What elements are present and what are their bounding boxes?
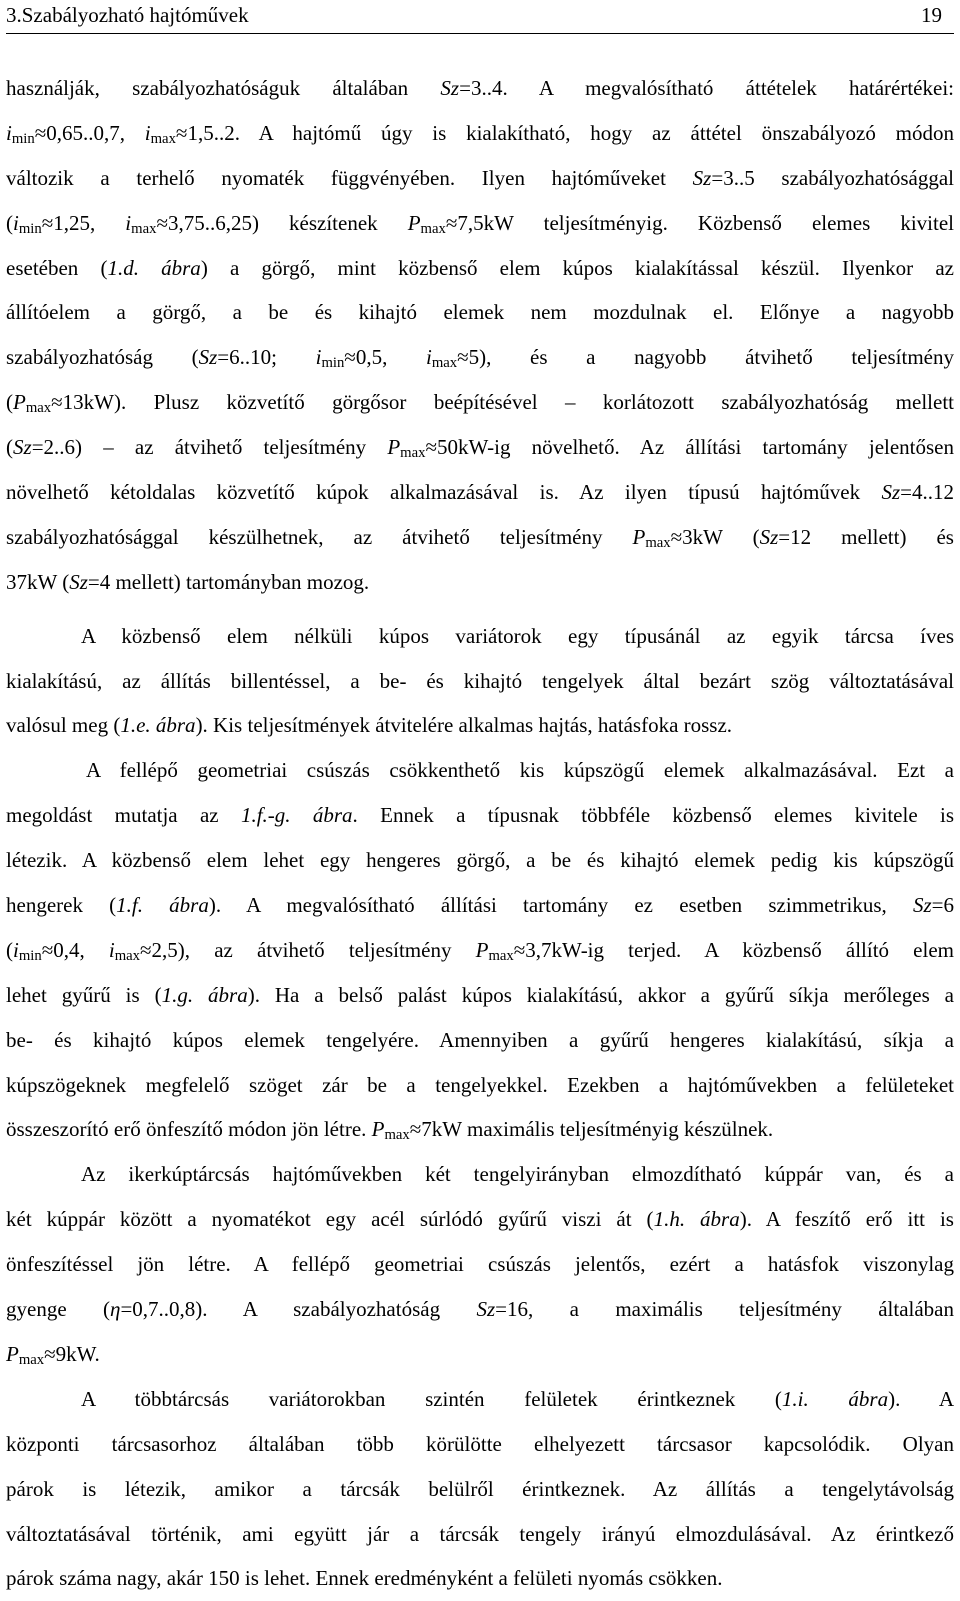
text-run: ≈5), és a nagyobb átvihető teljesítmény xyxy=(457,345,954,370)
italic-run: P xyxy=(371,1117,385,1142)
text-run: A többtárcsás variátorokban szintén felületek érintkeznek ( xyxy=(81,1386,782,1411)
italic-run: Sz xyxy=(476,1297,496,1322)
text-run: ≈7,5kW teljesítményig. Közbenső elemes kivitel xyxy=(445,210,954,235)
italic-run: i xyxy=(13,210,19,235)
text-run: ). A xyxy=(888,1386,954,1411)
text-run: szabályozhatósággal készülhetnek, az átvihető teljesítmény xyxy=(6,524,633,549)
subscript: max xyxy=(18,1351,45,1368)
text-run: használják, szabályozhatóságuk általában xyxy=(6,76,441,100)
text-run: állítóelem a görgő, a be és kihajtó elemek nem mozdulnak el. Előnye a nagyobb xyxy=(6,300,954,325)
paragraph-gap xyxy=(6,605,954,614)
italic-run: η xyxy=(110,1297,121,1322)
text-line xyxy=(6,1197,954,1242)
text-line xyxy=(6,66,954,111)
text-run: ). Ha a belső palást kúpos kialakítású, akkor a gyűrű síkja merőleges a xyxy=(247,982,954,1007)
italic-run: 1.e. ábra xyxy=(120,713,196,738)
italic-run: Sz xyxy=(912,893,932,918)
italic-run: 1.f.-g. ábra xyxy=(240,803,353,828)
text-line xyxy=(6,1287,954,1332)
text-line xyxy=(6,838,954,883)
text-line xyxy=(6,928,954,973)
italic-run: 1.d. ábra xyxy=(107,255,201,280)
text-run: gyenge ( xyxy=(6,1297,111,1322)
text-line xyxy=(6,659,954,704)
text-line xyxy=(6,515,954,560)
text-run: =4 mellett) tartományban mozog. xyxy=(87,569,370,594)
subscript: max xyxy=(131,220,157,237)
text-line xyxy=(6,111,954,156)
text-run: növelhető kétoldalas közvetítő kúpok alkalmazásával is. Az ilyen típusú hajtóművek xyxy=(6,480,882,505)
text-run: ≈9kW. xyxy=(44,1341,100,1366)
text-run: megoldást mutatja az xyxy=(6,803,241,828)
text-line xyxy=(6,973,954,1018)
text-line xyxy=(6,425,954,470)
text-line xyxy=(6,470,954,515)
text-run: =3..4. A megvalósítható áttételek határértékei: xyxy=(459,76,954,100)
italic-run: i xyxy=(13,937,19,962)
text-run: ≈50kW-ig növelhető. Az állítási tartomány jelentősen xyxy=(425,435,954,460)
italic-run: Sz xyxy=(198,345,218,370)
subscript: max xyxy=(25,400,52,417)
text-line xyxy=(6,793,954,838)
subscript: max xyxy=(488,947,514,964)
italic-run: Sz xyxy=(13,435,32,460)
subscript: max xyxy=(645,534,671,551)
italic-run: Sz xyxy=(692,165,712,190)
italic-run: P xyxy=(387,435,401,460)
text-run: párok száma nagy, akár 150 is lehet. Ennek eredményként a felületi nyomás csökken. xyxy=(6,1566,723,1591)
subscript: min xyxy=(18,220,42,237)
text-line xyxy=(6,1377,954,1422)
italic-run: i xyxy=(144,120,151,145)
text-run: A közbenső elem nélküli kúpos variátorok egy típusánál az egyik tárcsa íves xyxy=(81,623,954,648)
text-run: ). A megvalósítható állítási tartomány ez esetben szimmetrikus, xyxy=(208,893,913,918)
text-run: ≈3kW ( xyxy=(670,524,760,549)
text-run: ). Kis teljesítmények átvitelére alkalmas hajtás, hatásfoka rossz. xyxy=(195,713,733,738)
italic-run: i xyxy=(125,210,132,235)
text-line xyxy=(6,703,954,748)
subscript: max xyxy=(420,220,446,237)
text-line xyxy=(6,614,954,659)
italic-run: P xyxy=(632,524,646,549)
text-line xyxy=(6,1063,954,1108)
italic-run: 1.i. ábra xyxy=(781,1386,889,1411)
italic-run: P xyxy=(13,390,26,415)
italic-run: Sz xyxy=(759,524,779,549)
page-number: 19 xyxy=(921,3,942,27)
subscript: max xyxy=(114,947,141,964)
header-rule xyxy=(6,33,954,34)
text-run: ≈3,7kW-ig terjed. A közbenső állító elem xyxy=(513,937,954,962)
text-line xyxy=(6,883,954,928)
text-run: ≈1,5..2. A hajtómű úgy is kialakítható, hogy az áttétel önszabályozó módon xyxy=(175,120,955,145)
page-header xyxy=(6,2,954,28)
italic-run: Sz xyxy=(440,76,460,100)
text-run: szabályozhatóság ( xyxy=(6,345,199,370)
text-run: párok is létezik, amikor a tárcsák belülről érintkeznek. Az állítás a tengelytávolság xyxy=(6,1476,954,1501)
text-line xyxy=(6,748,954,793)
text-line xyxy=(6,1332,954,1377)
text-run: létezik. A közbenső elem lehet egy hengeres görgő, a be és kihajtó elemek pedig kis kúpszögű xyxy=(6,848,954,873)
text-run: két kúppár között a nyomatékot egy acél súrlódó gyűrű viszi át ( xyxy=(6,1207,654,1232)
text-line xyxy=(6,156,954,201)
text-line xyxy=(6,560,954,605)
text-line xyxy=(6,335,954,380)
text-run: =4..12 xyxy=(900,480,954,505)
text-line xyxy=(6,1152,954,1197)
text-run: ≈7kW maximális teljesítményig készülnek. xyxy=(409,1117,774,1142)
text-line xyxy=(6,1512,954,1557)
text-run: ≈0,4, xyxy=(41,937,109,962)
text-run: . Ennek a típusnak többféle közbenső elemes kivitele is xyxy=(352,803,955,828)
text-run: =0,7..0,8). A szabályozhatóság xyxy=(120,1297,477,1322)
italic-run: P xyxy=(475,937,489,962)
text-run: ≈0,65..0,7, xyxy=(34,120,145,145)
text-run: ≈1,25, xyxy=(41,210,126,235)
text-run: =2..6) – az átvihető teljesítmény xyxy=(31,435,388,460)
text-run: =6 xyxy=(931,893,954,918)
text-run: =6..10; xyxy=(217,345,316,370)
italic-run: Sz xyxy=(881,480,901,505)
text-line xyxy=(6,1107,954,1152)
text-run: valósul meg ( xyxy=(6,713,121,738)
text-run: központi tárcsasorhoz általában több körülötte elhelyezett tárcsasor kapcsolódik. Olyan xyxy=(6,1431,954,1456)
text-run: 37kW ( xyxy=(6,569,70,594)
italic-run: i xyxy=(6,120,12,145)
italic-run: i xyxy=(108,937,115,962)
text-run: ≈3,75..6,25) készítenek xyxy=(156,210,408,235)
text-run: ) a görgő, mint közbenső elem kúpos kialakítással készül. Ilyenkor az xyxy=(200,255,954,280)
text-line xyxy=(6,290,954,335)
text-run: változtatásával történik, ami együtt jár a tárcsák tengely irányú elmozdulásával. Az érintkező xyxy=(6,1521,954,1546)
text-run: lehet gyűrű is ( xyxy=(6,982,162,1007)
text-run: ( xyxy=(6,210,13,235)
chapter-title: 3.Szabályozható hajtóművek xyxy=(6,3,249,27)
text-line xyxy=(6,1556,954,1601)
italic-run: Sz xyxy=(69,569,88,594)
italic-run: i xyxy=(425,345,432,370)
text-line xyxy=(6,1018,954,1063)
text-run: Az ikerkúptárcsás hajtóművekben két tengelyirányban elmozdítható kúppár van, és a xyxy=(81,1162,954,1187)
text-run: A fellépő geometriai csúszás csökkenthető kis kúpszögű elemek alkalmazásával. Ezt a xyxy=(86,758,954,783)
text-run: ( xyxy=(6,390,13,415)
subscript: min xyxy=(321,355,345,372)
text-line xyxy=(6,380,954,425)
text-run: =3..5 szabályozhatósággal xyxy=(711,165,955,190)
italic-run: i xyxy=(315,345,322,370)
subscript: max xyxy=(400,445,426,462)
body-text xyxy=(6,66,954,1601)
text-run: változik a terhelő nyomaték függvényében. Ilyen hajtóműveket xyxy=(6,165,693,190)
text-run: esetében ( xyxy=(6,255,108,280)
text-run: ( xyxy=(6,937,13,962)
text-run: ≈2,5), az átvihető teljesítmény xyxy=(140,937,476,962)
subscript: min xyxy=(11,130,35,147)
text-run: be- és kihajtó kúpos elemek tengelyére. Amennyiben a gyűrű hengeres kialakítású, síkja a xyxy=(6,1027,954,1052)
text-run: összeszorító erő önfeszítő módon jön létre. xyxy=(6,1117,372,1142)
text-run: ≈0,5, xyxy=(344,345,426,370)
text-line xyxy=(6,1422,954,1467)
text-run: ( xyxy=(6,435,13,460)
text-line xyxy=(6,1242,954,1287)
text-run: kialakítású, az állítás billentéssel, a be- és kihajtó tengelyek által bezárt szög változtatásával xyxy=(6,668,954,693)
text-run: önfeszítéssel jön létre. A fellépő geometriai csúszás jelentős, ezért a hatásfok viszonylag xyxy=(6,1252,954,1277)
subscript: max xyxy=(384,1127,410,1144)
italic-run: 1.g. ábra xyxy=(161,982,248,1007)
subscript: max xyxy=(150,130,176,147)
text-run: =16, a maximális teljesítmény általában xyxy=(495,1297,954,1322)
italic-run: P xyxy=(6,1341,19,1366)
text-run: kúpszögeknek megfelelő szöget zár be a tengelyekkel. Ezekben a hajtóművekben a felületeket xyxy=(6,1072,954,1097)
text-run: =12 mellett) és xyxy=(778,524,954,549)
subscript: min xyxy=(18,947,42,964)
italic-run: 1.h. ábra xyxy=(653,1207,740,1232)
text-run: ≈13kW). Plusz közvetítő görgősor beépítésével – korlátozott szabályozhatóság mellett xyxy=(51,390,954,415)
italic-run: 1.f. ábra xyxy=(116,893,209,918)
subscript: max xyxy=(431,355,458,372)
text-line xyxy=(6,201,954,246)
text-line xyxy=(6,1467,954,1512)
text-run: hengerek ( xyxy=(6,893,117,918)
italic-run: P xyxy=(407,210,421,235)
text-run: ). A feszítő erő itt is xyxy=(739,1207,954,1232)
text-line xyxy=(6,246,954,291)
